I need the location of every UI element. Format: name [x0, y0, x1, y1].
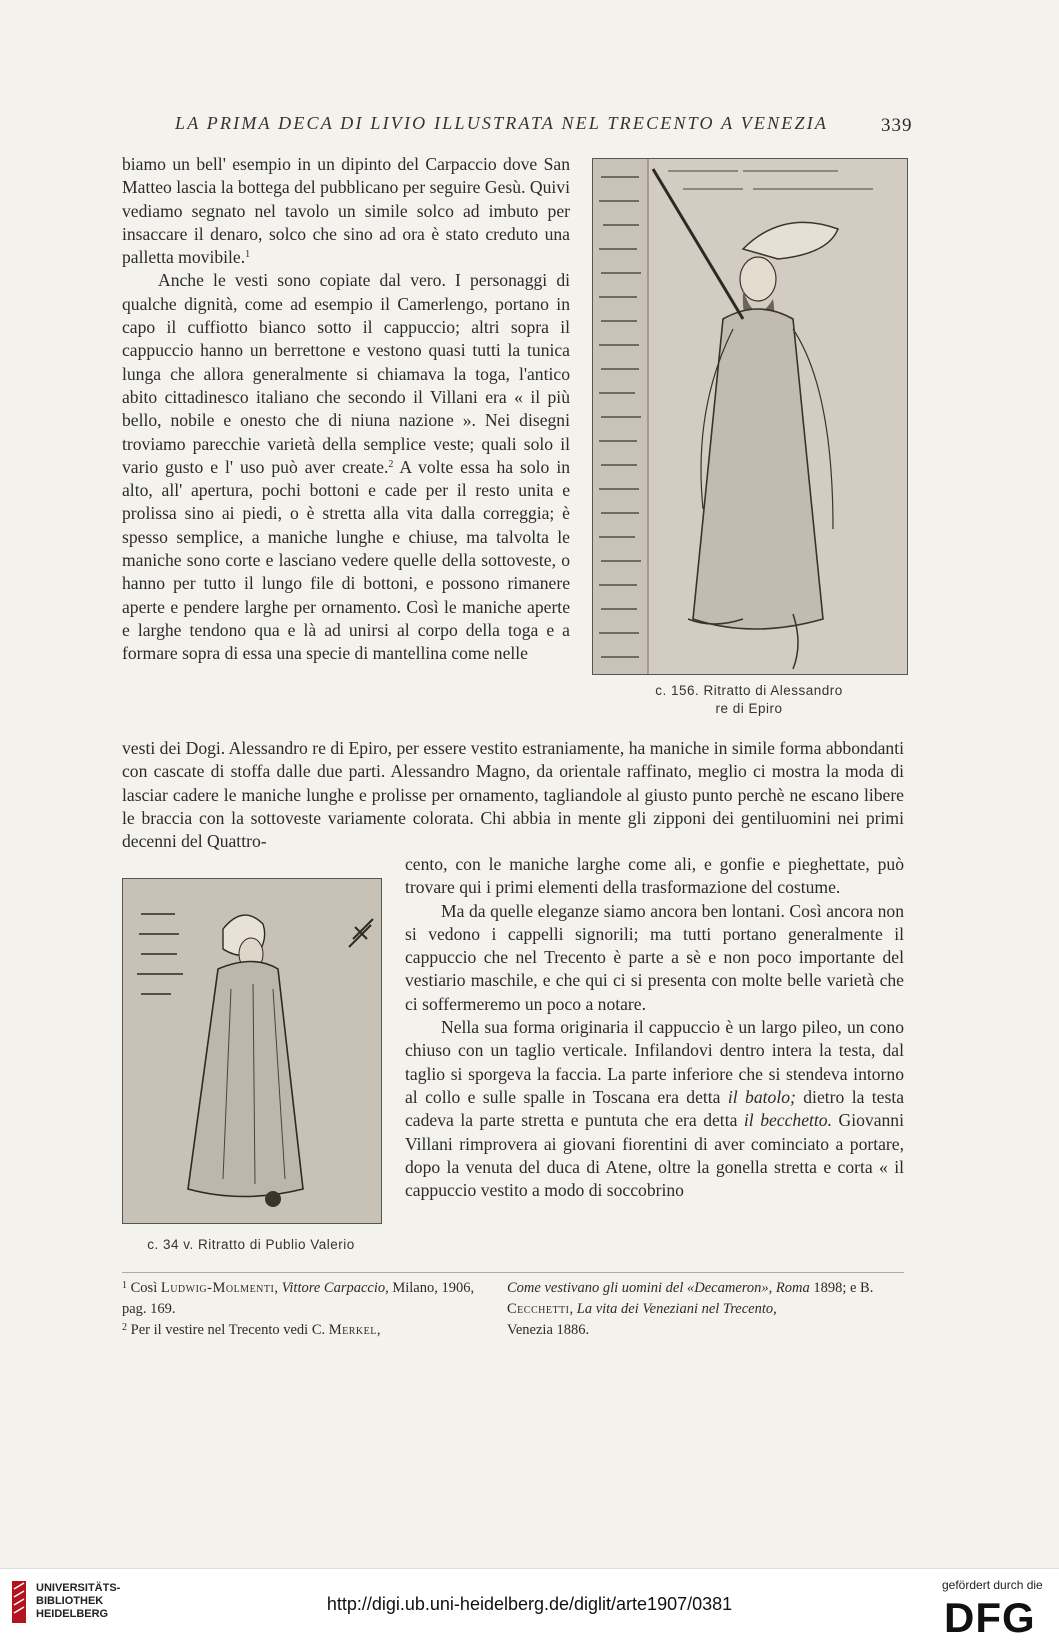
page-number: 339 [881, 115, 913, 136]
text-full-width [122, 737, 904, 853]
paragraph-4: Nella sua forma originaria il cappuccio è un largo pileo, un cono chiuso con un taglio verticale. Infilandovi dentro intera la testa, dal taglio si sporgeva la faccia. La parte inferiore che si stendeva intorno al collo e sulle spalle in Toscana era detta il batolo; dietro la testa cadeva la parte stretta e puntuta che era detta il becchetto. Giovanni Villani rimprovera ai giovani fiorentini di aver cominciato a portare, dopo la venuta del duca di Atene, oltre la gonella stretta e corta « il cappuccio vestito a modo di soccobrino [405, 1017, 905, 1201]
alessandro-drawing [593, 159, 907, 674]
publio-valerio-drawing [123, 879, 381, 1223]
caption-figure-1: c. 156. Ritratto di Alessandro re di Epiro [655, 683, 843, 716]
footnote-1: $^1$ Così Ludwig-Molmenti, Vittore Carpaccio, Milano, 1906, pag. 169. [122, 1280, 475, 1317]
paragraph-2-continued: vesti dei Dogi. Alessandro re di Epiro, per essere vestito estraniamente, ha maniche in simile forma abbondanti con cascate di stoffa dalle due parti. Alessandro Magno, da orientale raffinato, meglio ci mostra la moda di lasciar cadere le maniche lunghe e prolisse per ornamento, tagliandole al giusto punto perchè ne escano libere le braccia con la sottoveste variamente colorata. Chi abbia in mente gli zipponi dei gentiluomini nei primi decenni del Quattro- [122, 738, 904, 852]
footnote-rule [122, 1272, 904, 1273]
figure-alessandro-portrait [592, 158, 908, 675]
footnote-ref-2: 2 [388, 458, 394, 470]
paragraph-3: Ma da quelle eleganze siamo ancora ben lontani. Così ancora non si vedono i cappelli signorili; ma tutti portano generalmente il cappuccio che nel Trecento è parte a sè e non poco importante del vestiario maschile, e che qui ci si presenta con molte belle varietà che ci soffermeremo un poco a notare. [405, 900, 904, 1014]
text-column-bottom [405, 853, 904, 1202]
source-url-link[interactable]: http://digi.ub.uni-heidelberg.de/diglit/arte1907/0381 [326, 1594, 733, 1614]
footnotes-left [122, 1278, 502, 1341]
caption-figure-2: c. 34 v. Ritratto di Publio Valerio [147, 1237, 355, 1252]
footnote-ref-1: 1 [245, 249, 251, 261]
running-title: LA PRIMA DECA DI LIVIO ILLUSTRATA NEL TRECENTO A VENEZIA [175, 113, 829, 133]
university-library-name: UNIVERSITÄTS- BIBLIOTHEK HEIDELBERG [36, 1582, 121, 1620]
paragraph-2: Anche le vesti sono copiate dal vero. I personaggi di qualche dignità, come ad esempio il Camerlengo, portano in capo il cuffiotto bianco sotto il cappuccio; altri sopra il cappuccio hanno un berrettone e vestono quasi tutti la tunica lunga che allora generalmente si chiamava la toga, l'antico abito cittadinesco italiano che secondo il Villani era « il più bello, nobile e onesto che di niuna nazione ». Nei disegni troviamo parecchie varietà della semplice veste; quali solo il vario gusto e l' uso può aver create.$^2$ A volte essa ha solo in alto, all' apertura, pochi bottoni e cade per il resto unita e prolissa sino ai piedi, o è stretta alla vita dalla correggia; è spesso semplice, a maniche lunghe e chiuse, ma talvolta le maniche sono corte e lasciano vedere quelle della sottoveste, o hanno per tutto il lungo file di bottoni, e possono rimanere aperte e pendere larghe per ornamento. Così le maniche aperte e larghe tendono qua e là ad unirsi al corpo della toga e a formare sopra di essa una specie di mantellina come nelle [122, 270, 570, 664]
figure-publio-valerio-portrait [122, 878, 382, 1224]
footnotes-right [507, 1278, 904, 1341]
footnote-2: $^2$ Per il vestire nel Trecento vedi C. Merkel, [122, 1322, 381, 1338]
funding-label: gefördert durch die [942, 1578, 1043, 1592]
text-column-top [122, 153, 570, 666]
paragraph-1: biamo un bell' esempio in un dipinto del Carpaccio dove San Matteo lascia la bottega del pubblicano per seguire Gesù. Quivi vediamo segnato nel tavolo un simile solco ad imbuto per insaccare il denaro, solco che sino ad ora è stato creduto una palletta movibile.$^1$ [122, 154, 570, 268]
dfg-logo: DFG [944, 1594, 1036, 1641]
footnote-2-continued: Come vestivano gli uomini del «Decameron», Roma 1898; e B. Cecchetti, La vita dei Veneziani nel Trecento, [507, 1280, 874, 1317]
paragraph-2-end: cento, con le maniche larghe come ali, e gonfie e pieghettate, può trovare qui i primi elementi della trasformazione del costume. [405, 854, 904, 898]
footnote-2-end: Venezia 1886. [507, 1322, 590, 1338]
